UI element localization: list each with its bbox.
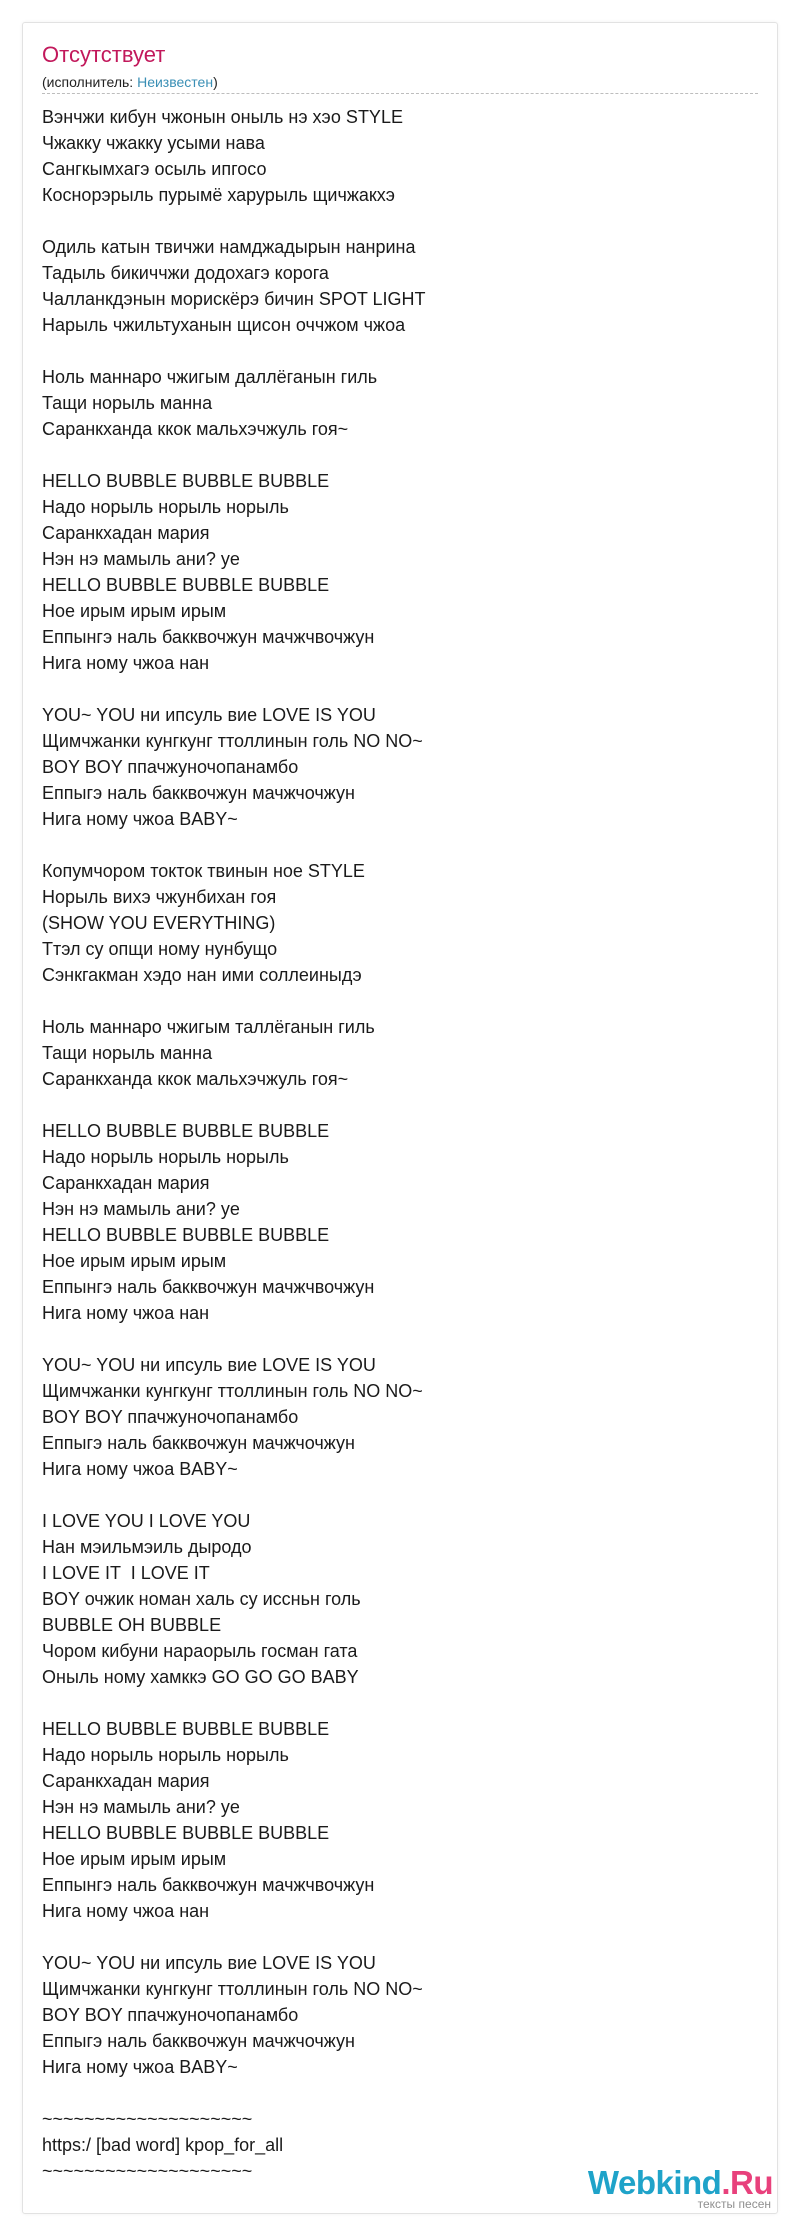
lyrics-line: Сэнкгакман хэдо нан ими соллеиныдэ (42, 965, 362, 985)
lyrics-line: BOY BOY ппачжуночопанамбо (42, 2005, 299, 2025)
lyrics-line: Тадыль бикиччжи додохагэ корога (42, 263, 329, 283)
lyrics-line: Копумчором токток твинын ное STYLE (42, 861, 365, 881)
lyrics-line: Щимчжанки кунгкунг ттоллинын голь NO NO~ (42, 1381, 423, 1401)
lyrics-line: Еппыгэ наль бакквочжун мачжчочжун (42, 2031, 355, 2051)
lyrics-blank-line (42, 988, 742, 1014)
lyrics-line: Нига ному чжоа нан (42, 1303, 210, 1323)
lyrics-line: Коснорэрыль пурымё харурыль щичжакхэ (42, 185, 395, 205)
lyrics-text (42, 104, 742, 2184)
lyrics-blank-line (42, 338, 742, 364)
logo-tagline: тексты песен (697, 2197, 771, 2211)
lyrics-line: BOY очжик номан халь су иссньн голь (42, 1589, 361, 1609)
lyrics-blank-line (42, 1092, 742, 1118)
lyrics-line: Ноль маннаро чжигым таллёганын гиль (42, 1017, 375, 1037)
logo-domain: .Ru (721, 2164, 773, 2201)
lyrics-line: Щимчжанки кунгкунг ттоллинын голь NO NO~ (42, 1979, 423, 1999)
lyrics-line: Щимчжанки кунгкунг ттоллинын голь NO NO~ (42, 731, 423, 751)
lyrics-line: Еппыгэ наль бакквочжун мачжчочжун (42, 1433, 355, 1453)
lyrics-line: Чором кибуни нараорыль госман гата (42, 1641, 358, 1661)
lyrics-blank-line (42, 676, 742, 702)
lyrics-line: Нига ному чжоа нан (42, 653, 210, 673)
lyrics-blank-line (42, 1326, 742, 1352)
lyrics-line: Саранкхадан мария (42, 1771, 210, 1791)
lyrics-line: BOY BOY ппачжуночопанамбо (42, 1407, 299, 1427)
lyrics-line: Нэн нэ мамыль ани? ye (42, 1797, 240, 1817)
lyrics-blank-line (42, 2080, 742, 2106)
lyrics-line: https:/ [bad word] kpop_for_all (42, 2135, 284, 2155)
lyrics-line: Нэн нэ мамыль ани? ye (42, 549, 240, 569)
lyrics-line: Норыль вихэ чжунбихан гоя (42, 887, 277, 907)
lyrics-line: I LOVE IT I LOVE IT (42, 1563, 210, 1583)
lyrics-line: Вэнчжи кибун чжонын оныль нэ хэо STYLE (42, 107, 403, 127)
lyrics-line: Нарыль чжильтуханын щисон оччжом чжоа (42, 315, 406, 335)
lyrics-line: Ное ирым ирым ирым (42, 1849, 227, 1869)
lyrics-line: I LOVE YOU I LOVE YOU (42, 1511, 251, 1531)
lyrics-line: (SHOW YOU EVERYTHING) (42, 913, 276, 933)
lyrics-line: Одиль катын твичжи намджадырын нанрина (42, 237, 416, 257)
lyrics-line: Ттэл су опщи ному нунбущо (42, 939, 278, 959)
lyrics-line: Оныль ному хамккэ GO GO GO BABY (42, 1667, 359, 1687)
lyrics-line: Сангкымхагэ осыль ипгосо (42, 159, 267, 179)
lyrics-line: Чалланкдэнын морискёрэ бичин SPOT LIGHT (42, 289, 426, 309)
lyrics-line: HELLO BUBBLE BUBBLE BUBBLE (42, 1719, 330, 1739)
lyrics-line: Саранкхадан мария (42, 1173, 210, 1193)
byline-prefix: (исполнитель: (42, 74, 138, 90)
lyrics-line: ~~~~~~~~~~~~~~~~~~~~ (42, 2161, 253, 2181)
lyrics-line: Нига ному чжоа BABY~ (42, 809, 238, 829)
lyrics-line: Нига ному чжоа BABY~ (42, 2057, 238, 2077)
lyrics-line: Чжакку чжакку усыми нава (42, 133, 265, 153)
lyrics-line: Нига ному чжоа нан (42, 1901, 210, 1921)
lyrics-line: Ное ирым ирым ирым (42, 1251, 227, 1271)
lyrics-line: Тащи норыль манна (42, 393, 213, 413)
lyrics-line: Тащи норыль манна (42, 1043, 213, 1063)
lyrics-line: Ное ирым ирым ирым (42, 601, 227, 621)
lyrics-blank-line (42, 442, 742, 468)
lyrics-line: Саранкхадан мария (42, 523, 210, 543)
lyrics-blank-line (42, 1482, 742, 1508)
lyrics-line: HELLO BUBBLE BUBBLE BUBBLE (42, 1225, 330, 1245)
lyrics-line: Еппынгэ наль бакквочжун мачжчвочжун (42, 1875, 375, 1895)
lyrics-line: ~~~~~~~~~~~~~~~~~~~~ (42, 2109, 253, 2129)
lyrics-line: Саранкханда ккок мальхэчжуль гоя~ (42, 1069, 349, 1089)
lyrics-line: Нан мэильмэиль дыродо (42, 1537, 252, 1557)
lyrics-blank-line (42, 1924, 742, 1950)
lyrics-line: Еппыгэ наль бакквочжун мачжчочжун (42, 783, 355, 803)
song-title: Отсутствует (42, 42, 166, 67)
lyrics-line: Надо норыль норыль норыль (42, 497, 289, 517)
artist-byline (42, 73, 218, 91)
lyrics-line: Надо норыль норыль норыль (42, 1147, 289, 1167)
lyrics-line: Еппынгэ наль бакквочжун мачжчвочжун (42, 627, 375, 647)
logo-name: Webkind (587, 2164, 722, 2201)
lyrics-line: YOU~ YOU ни ипсуль вие LOVE IS YOU (42, 1355, 376, 1375)
lyrics-line: HELLO BUBBLE BUBBLE BUBBLE (42, 1823, 330, 1843)
lyrics-line: Надо норыль норыль норыль (42, 1745, 289, 1765)
byline-suffix: ) (213, 74, 218, 90)
title-divider (42, 93, 758, 94)
lyrics-blank-line (42, 208, 742, 234)
lyrics-line: HELLO BUBBLE BUBBLE BUBBLE (42, 1121, 330, 1141)
lyrics-blank-line (42, 1690, 742, 1716)
lyrics-line: HELLO BUBBLE BUBBLE BUBBLE (42, 575, 330, 595)
lyrics-line: Саранкханда ккок мальхэчжуль гоя~ (42, 419, 349, 439)
artist-link[interactable]: Неизвестен (137, 74, 214, 90)
lyrics-line: Нига ному чжоа BABY~ (42, 1459, 238, 1479)
lyrics-line: BUBBLE OH BUBBLE (42, 1615, 222, 1635)
webkind-logo[interactable] (558, 2164, 773, 2212)
lyrics-blank-line (42, 832, 742, 858)
lyrics-line: Нэн нэ мамыль ани? ye (42, 1199, 240, 1219)
lyrics-line: YOU~ YOU ни ипсуль вие LOVE IS YOU (42, 705, 376, 725)
lyrics-line: Ноль маннаро чжигым даллёганын гиль (42, 367, 378, 387)
lyrics-line: YOU~ YOU ни ипсуль вие LOVE IS YOU (42, 1953, 376, 1973)
lyrics-line: HELLO BUBBLE BUBBLE BUBBLE (42, 471, 330, 491)
lyrics-line: BOY BOY ппачжуночопанамбо (42, 757, 299, 777)
lyrics-line: Еппынгэ наль бакквочжун мачжчвочжун (42, 1277, 375, 1297)
